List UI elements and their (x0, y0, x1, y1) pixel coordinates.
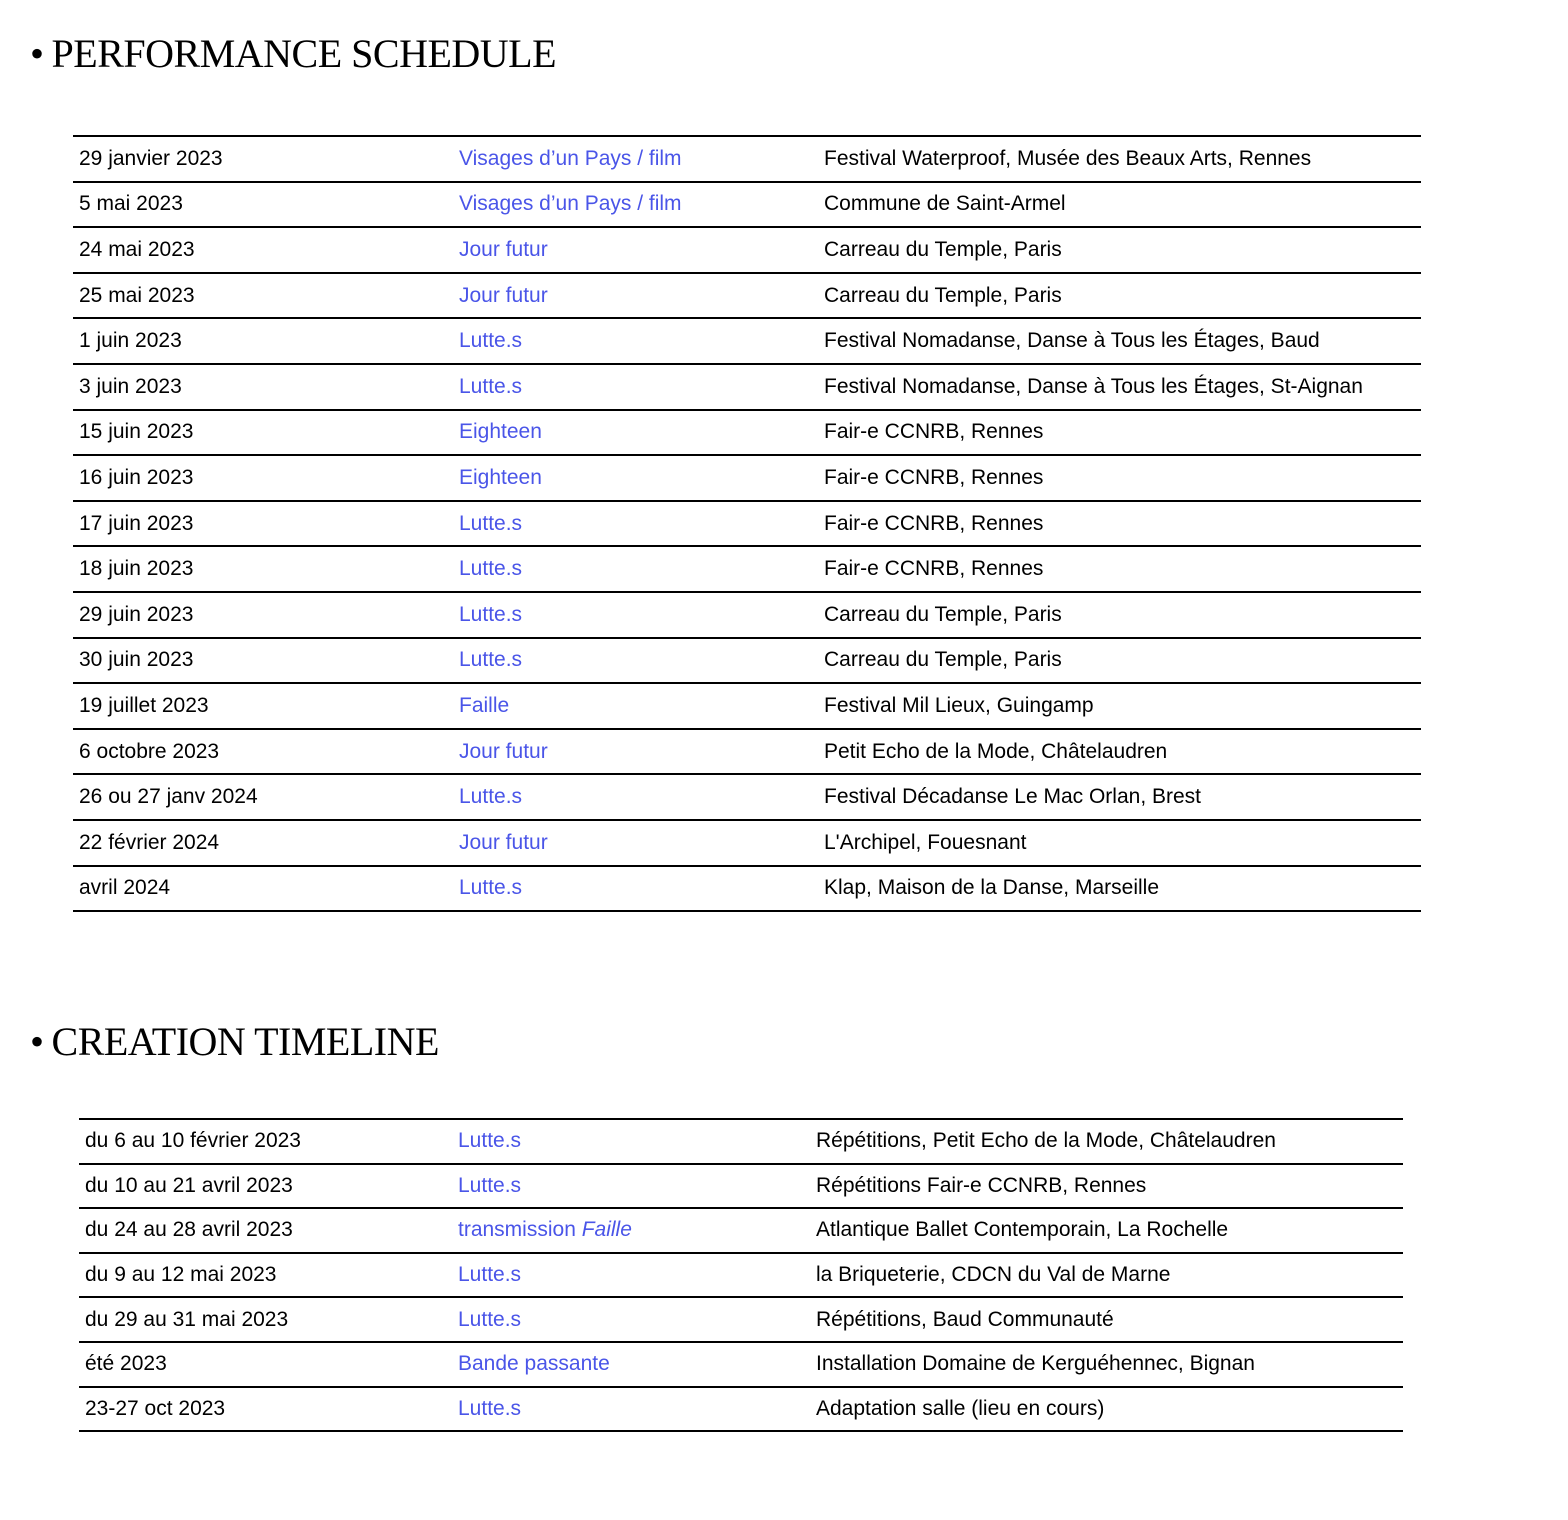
work-link[interactable] (459, 284, 548, 307)
work-cell (453, 592, 818, 638)
performance-row (73, 638, 1421, 684)
date-cell: 5 mai 2023 (79, 192, 183, 216)
work-link[interactable] (458, 1174, 521, 1197)
creation-row (79, 1297, 1403, 1342)
venue-cell: Répétitions Fair-e CCNRB, Rennes (816, 1173, 1147, 1197)
work-cell (453, 455, 818, 501)
work-title-italic: Faille (581, 1218, 632, 1242)
venue-cell: Festival Mil Lieux, Guingamp (824, 693, 1094, 717)
venue-cell: Carreau du Temple, Paris (824, 283, 1062, 307)
performance-row (73, 546, 1421, 592)
venue-cell: Klap, Maison de la Danse, Marseille (824, 876, 1159, 900)
work-cell (453, 318, 818, 364)
work-cell (452, 1164, 810, 1209)
date-cell: 16 juin 2023 (79, 465, 194, 489)
work-title: Lutte.s (459, 557, 523, 581)
work-link[interactable] (458, 1397, 521, 1420)
date-cell: 22 février 2024 (79, 830, 220, 854)
work-title: Eighteen (459, 420, 542, 444)
work-title: Lutte.s (458, 1307, 522, 1331)
work-title: Jour futur (459, 739, 548, 763)
venue-cell: L'Archipel, Fouesnant (824, 830, 1027, 854)
performance-row (73, 318, 1421, 364)
date-cell: 6 octobre 2023 (79, 739, 220, 763)
date-cell: 30 juin 2023 (79, 648, 194, 672)
performance-row (73, 364, 1421, 410)
venue-cell: Carreau du Temple, Paris (824, 237, 1062, 261)
work-title: Lutte.s (458, 1263, 522, 1287)
work-cell (453, 820, 818, 866)
bullet-icon: • (30, 31, 44, 76)
work-title: Jour futur (459, 283, 548, 307)
work-cell (453, 866, 818, 912)
performance-row (73, 592, 1421, 638)
work-title: Eighteen (459, 465, 542, 489)
work-link[interactable] (459, 648, 522, 671)
work-cell (453, 227, 818, 273)
venue-cell: Carreau du Temple, Paris (824, 602, 1062, 626)
performance-schedule-heading (30, 31, 557, 76)
creation-timeline-title: CREATION TIMELINE (51, 1019, 439, 1064)
creation-row (79, 1119, 1403, 1164)
work-link[interactable] (459, 329, 522, 352)
work-link[interactable] (459, 238, 548, 261)
performance-row (73, 410, 1421, 456)
work-title: Lutte.s (459, 329, 523, 353)
work-link[interactable] (459, 831, 548, 854)
date-cell: 1 juin 2023 (79, 329, 182, 353)
work-cell (453, 273, 818, 319)
work-cell (453, 729, 818, 775)
work-cell (453, 683, 818, 729)
creation-timeline-heading (30, 1019, 439, 1064)
work-cell (452, 1342, 810, 1387)
date-cell: 17 juin 2023 (79, 511, 194, 535)
venue-cell: Fair-e CCNRB, Rennes (824, 465, 1044, 489)
work-cell (453, 136, 818, 182)
venue-cell: Festival Waterproof, Musée des Beaux Arts, Rennes (824, 146, 1312, 170)
venue-cell: Festival Nomadanse, Danse à Tous les Étages, St-Aignan (824, 374, 1363, 398)
work-link[interactable] (459, 192, 682, 215)
work-cell (453, 774, 818, 820)
performance-row (73, 774, 1421, 820)
date-cell: 29 janvier 2023 (79, 146, 223, 170)
work-cell (452, 1297, 810, 1342)
work-cell (453, 638, 818, 684)
date-cell: 25 mai 2023 (79, 283, 195, 307)
work-title: Lutte.s (458, 1396, 522, 1420)
performance-schedule-table (73, 135, 1421, 912)
date-cell: du 6 au 10 février 2023 (85, 1129, 301, 1153)
work-cell (453, 182, 818, 228)
date-cell: 26 ou 27 janv 2024 (79, 785, 258, 809)
performance-row (73, 683, 1421, 729)
date-cell: du 9 au 12 mai 2023 (85, 1263, 277, 1287)
date-cell: été 2023 (85, 1352, 167, 1376)
date-cell: 3 juin 2023 (79, 374, 182, 398)
work-title: Faille (459, 693, 510, 717)
performance-row (73, 820, 1421, 866)
work-cell (452, 1119, 810, 1164)
venue-cell: Festival Nomadanse, Danse à Tous les Étages, Baud (824, 329, 1320, 353)
venue-cell: la Briqueterie, CDCN du Val de Marne (816, 1263, 1171, 1287)
performance-row (73, 455, 1421, 501)
creation-row (79, 1387, 1403, 1432)
work-title: Lutte.s (459, 511, 523, 535)
performance-row (73, 729, 1421, 775)
work-link[interactable] (458, 1263, 521, 1286)
work-cell (452, 1208, 810, 1253)
venue-cell: Carreau du Temple, Paris (824, 648, 1062, 672)
work-link[interactable] (459, 740, 548, 763)
creation-row (79, 1164, 1403, 1209)
work-link[interactable] (459, 876, 522, 899)
date-cell: avril 2024 (79, 876, 171, 900)
date-cell: 19 juillet 2023 (79, 693, 209, 717)
venue-cell: Commune de Saint-Armel (824, 192, 1066, 216)
work-title: Jour futur (459, 830, 548, 854)
work-link[interactable] (459, 466, 542, 489)
performance-schedule-title: PERFORMANCE SCHEDULE (51, 31, 557, 76)
work-cell (453, 501, 818, 547)
work-link[interactable] (459, 375, 522, 398)
creation-row (79, 1208, 1403, 1253)
creation-row (79, 1253, 1403, 1298)
venue-cell: Répétitions, Baud Communauté (816, 1307, 1114, 1331)
work-cell (453, 364, 818, 410)
venue-cell: Fair-e CCNRB, Rennes (824, 420, 1044, 444)
work-title: Bande passante (458, 1352, 610, 1376)
performance-row (73, 136, 1421, 182)
work-link[interactable] (458, 1218, 632, 1241)
performance-row (73, 501, 1421, 547)
work-link[interactable] (459, 512, 522, 535)
work-title: Lutte.s (459, 876, 523, 900)
work-title: Lutte.s (459, 785, 523, 809)
venue-cell: Fair-e CCNRB, Rennes (824, 511, 1044, 535)
work-cell (453, 546, 818, 592)
work-title: Lutte.s (458, 1129, 522, 1153)
work-link[interactable] (459, 420, 542, 443)
performance-row (73, 273, 1421, 319)
work-title: Visages d’un Pays / film (459, 192, 682, 216)
date-cell: 24 mai 2023 (79, 237, 195, 261)
performance-row (73, 227, 1421, 273)
work-title: transmission (458, 1218, 582, 1242)
work-link[interactable] (459, 694, 509, 717)
venue-cell: Atlantique Ballet Contemporain, La Rochelle (816, 1218, 1229, 1242)
venue-cell: Fair-e CCNRB, Rennes (824, 557, 1044, 581)
venue-cell: Adaptation salle (lieu en cours) (816, 1396, 1105, 1420)
work-cell (453, 410, 818, 456)
work-link[interactable] (458, 1352, 610, 1375)
work-title: Visages d’un Pays / film (459, 146, 682, 170)
work-title: Lutte.s (459, 648, 523, 672)
work-title: Lutte.s (459, 602, 523, 626)
bullet-icon: • (30, 1019, 44, 1064)
venue-cell: Répétitions, Petit Echo de la Mode, Châtelaudren (816, 1129, 1276, 1153)
work-link[interactable] (459, 147, 682, 170)
date-cell: 18 juin 2023 (79, 557, 194, 581)
date-cell: 23-27 oct 2023 (85, 1396, 226, 1420)
venue-cell: Petit Echo de la Mode, Châtelaudren (824, 739, 1168, 763)
venue-cell: Installation Domaine de Kerguéhennec, Bignan (816, 1352, 1255, 1376)
work-link[interactable] (458, 1308, 521, 1331)
work-link[interactable] (459, 557, 522, 580)
work-title: Lutte.s (458, 1173, 522, 1197)
date-cell: du 29 au 31 mai 2023 (85, 1307, 289, 1331)
work-link[interactable] (459, 785, 522, 808)
venue-cell: Festival Décadanse Le Mac Orlan, Brest (824, 785, 1201, 809)
date-cell: du 10 au 21 avril 2023 (85, 1173, 293, 1197)
creation-timeline-table (79, 1118, 1403, 1432)
performance-row (73, 866, 1421, 912)
work-cell (452, 1253, 810, 1298)
work-link[interactable] (458, 1129, 521, 1152)
date-cell: du 24 au 28 avril 2023 (85, 1218, 293, 1242)
work-title: Jour futur (459, 237, 548, 261)
date-cell: 15 juin 2023 (79, 420, 194, 444)
work-link[interactable] (459, 603, 522, 626)
date-cell: 29 juin 2023 (79, 602, 194, 626)
work-title: Lutte.s (459, 374, 523, 398)
creation-row (79, 1342, 1403, 1387)
work-cell (452, 1387, 810, 1432)
performance-row (73, 182, 1421, 228)
